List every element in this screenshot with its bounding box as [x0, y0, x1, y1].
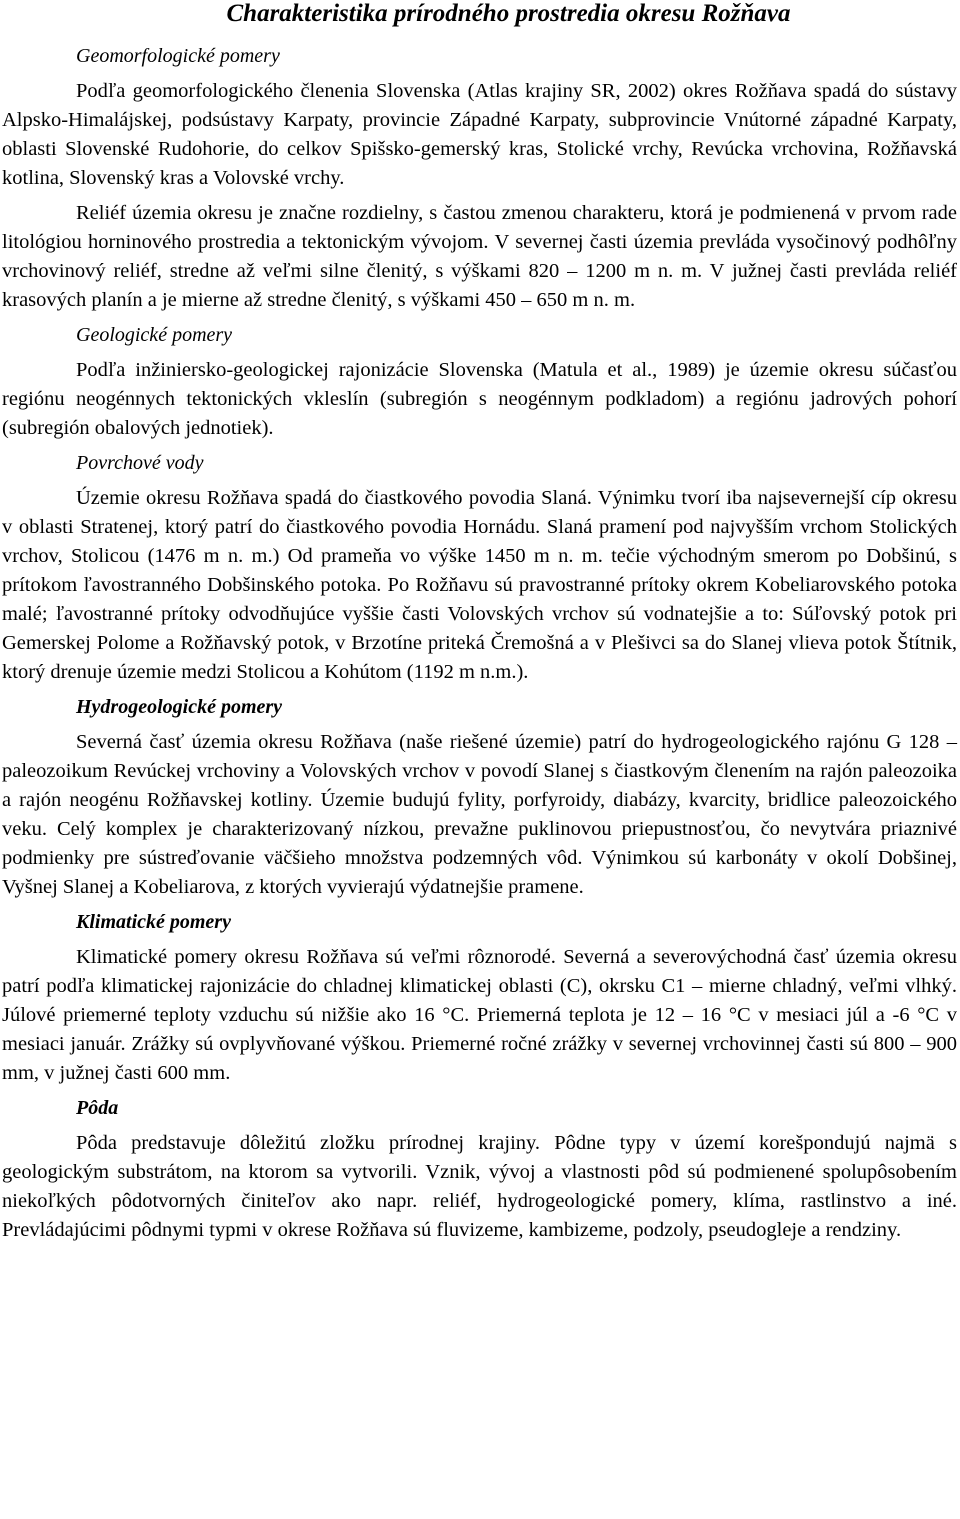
section-heading-surface-water: Povrchové vody — [76, 452, 204, 474]
paragraph-geomorphology-1: Podľa geomorfologického členenia Slovenska (Atlas krajiny SR, 2002) okres Rožňava spadá do sústavy Alpsko-Himalájskej, podsústavy Karpaty, provincie Západné Karpaty, subprovincie Vnútorné západné Karpaty, oblasti Slovenské Rudohorie, do celkov Spišsko-gemerský kras, Stolické vrchy, Revúcka vrchovina, Rožňavská kotlina, Slovenský kras a Volovské vrchy. — [2, 80, 957, 189]
document-title: Charakteristika prírodného prostredia okresu Rožňava — [226, 0, 791, 27]
paragraph-geomorphology-2: Reliéf územia okresu je značne rozdielny, s častou zmenou charakteru, ktorá je podmienená v prvom rade litológiou horninového prostredia a tektonickým vývojom. V severnej časti územia prevláda vysočinový podhôľny vrchovinový reliéf, stredne až veľmi silne členitý, s výškami 820 – 1200 m n. m. V južnej časti prevláda reliéf krasových planín a je mierne až stredne členitý, s výškami 450 – 650 m n. m. — [2, 202, 957, 311]
section-heading-soil: Pôda — [76, 1097, 119, 1119]
section-heading-climate: Klimatické pomery — [76, 911, 231, 933]
paragraph-hydrogeology-1: Severná časť územia okresu Rožňava (naše riešené územie) patrí do hydrogeologického rajónu G 128 – paleozoikum Revúckej vrchoviny a Volovských vrchov v povodí Slanej s čiastkovým členením na rajón paleozoika a rajón neogénu Rožňavskej kotliny. Územie budujú fylity, porfyroidy, diabázy, kvarcity, bridlice paleozoického veku. Celý komplex je charakterizovaný nízkou, prevažne puklinovou priepustnosťou, čo nevytvára priaznivé podmienky pre sústreďovanie väčšieho množstva podzemných vôd. Výnimkou sú karbonáty v okolí Dobšinej, Vyšnej Slanej a Kobeliarova, z ktorých vyvierajú výdatnejšie pramene. — [2, 731, 957, 898]
section-heading-hydrogeology: Hydrogeologické pomery — [76, 696, 283, 718]
paragraph-soil-1: Pôda predstavuje dôležitú zložku prírodnej krajiny. Pôdne typy v území korešpondujú najmä s geologickým substrátom, na ktorom sa vytvorili. Vznik, vývoj a vlastnosti pôd sú podmienené spolupôsobením niekoľkých pôdotvorných činiteľov ako napr. reliéf, hydrogeologické pomery, klíma, rastlinstvo a iné. Prevládajúcimi pôdnymi typmi v okrese Rožňava sú fluvizeme, kambizeme, podzoly, pseudogleje a rendziny. — [2, 1132, 957, 1241]
paragraph-geology-1: Podľa inžiniersko-geologickej rajonizácie Slovenska (Matula et al., 1989) je územie okresu súčasťou regiónu neogénnych tektonických vkleslín (subregión s neogénnym podkladom) a regiónu jadrových pohorí (subregión obalových jednotiek). — [2, 359, 957, 439]
section-heading-geology: Geologické pomery — [76, 324, 233, 346]
paragraph-climate-1: Klimatické pomery okresu Rožňava sú veľmi rôznorodé. Severná a severovýchodná časť územia okresu patrí podľa klimatickej rajonizácie do chladnej klimatickej oblasti (C), okrsku C1 – mierne chladný, veľmi vlhký. Júlové priemerné teploty vzduchu sú nižšie ako 16 °C. Priemerná teplota je 12 – 16 °C v mesiaci júl a -6 °C v mesiaci január. Zrážky sú ovplyvňované výškou. Priemerné ročné zrážky v severnej vrchovinnej časti sú 800 – 900 mm, v južnej časti 600 mm. — [2, 946, 957, 1084]
paragraph-surface-water-1: Územie okresu Rožňava spadá do čiastkového povodia Slaná. Výnimku tvorí iba najsevernejší cíp okresu v oblasti Stratenej, ktorý patrí do čiastkového povodia Hornádu. Slaná pramení pod najvyšším vrchom Stolických vrchov, Stolicou (1476 m n. m.) Od prameňa vo výške 1450 m n. m. tečie východným smerom po Dobšinú, s prítokom ľavostranného Dobšinského potoka. Po Rožňavu sú pravostranné prítoky okrem Kobeliarovského potoka malé; ľavostranné prítoky odvodňujúce vyššie časti Volovských vrchov sú vodnatejšie a to: Súľovský potok pri Gemerskej Polome a Rožňavský potok, v Brzotíne priteká Čremošná a v Plešivci sa do Slanej vlieva potok Štítnik, ktorý drenuje územie medzi Stolicou a Kohútom (1192 m n.m.). — [2, 487, 957, 683]
section-heading-geomorphology: Geomorfologické pomery — [76, 45, 280, 67]
